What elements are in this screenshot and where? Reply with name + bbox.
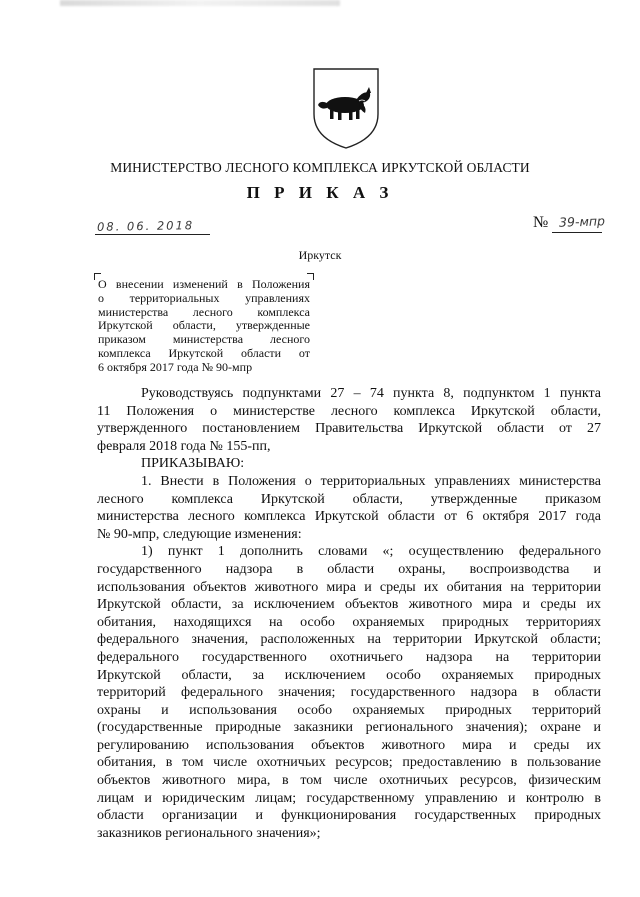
- body-line: министерства лесного комплекса Иркутской области от 6 октября 2017 года: [97, 509, 601, 525]
- body-line: регулированию использования объектов животного мира и среды их: [97, 737, 601, 753]
- body-line: государственного надзора в области охраны, воспроизводства и: [97, 561, 601, 577]
- body-line: Руководствуясь подпунктами 27 – 74 пункта 8, подпунктом 1 пункта: [141, 386, 601, 401]
- body-line: утвержденного постановлением Правительства Иркутской области от 27: [97, 421, 601, 437]
- body-line: (государственные природные заказники регионального значения); охране и: [97, 720, 601, 736]
- subject-line: комплекса Иркутской области от: [98, 345, 310, 360]
- body-line: № 90-мпр, следующие изменения:: [97, 526, 302, 542]
- order-subject: [98, 278, 310, 375]
- body-line: обитания, в том числе охотничьих ресурсов; предоставлению в пользование: [97, 755, 601, 771]
- subject-line: приказом министерства лесного: [98, 332, 310, 347]
- body-line: использования объектов животного мира и среды их обитания на территории: [97, 579, 601, 595]
- number-underline: [552, 232, 602, 233]
- document-type-title: П Р И К А З: [246, 183, 394, 202]
- body-line: лесного комплекса Иркутской области, утвержденные приказом: [97, 491, 601, 507]
- city-name: Иркутск: [298, 248, 342, 262]
- order-body: [97, 385, 601, 842]
- body-line: федерального государственного охотничьего надзора на территории: [97, 649, 601, 665]
- coat-of-arms-emblem: [311, 66, 381, 150]
- ministry-name: МИНИСТЕРСТВО ЛЕСНОГО КОМПЛЕКСА ИРКУТСКОЙ ОБЛАСТИ: [110, 160, 530, 175]
- subject-line: 6 октября 2017 года № 90-мпр: [98, 359, 253, 374]
- body-line: 1. Внести в Положения о территориальных управлениях министерства: [141, 473, 601, 489]
- body-line: территорий федерального значения; государственного надзора в области: [97, 685, 601, 701]
- body-line: Иркутской области, за исключением особо охраняемых природных: [97, 667, 601, 683]
- subject-line: о территориальных управлениях: [98, 290, 310, 305]
- subject-line: Иркутской области, утвержденные: [98, 318, 310, 333]
- body-line: 11 Положения о министерстве лесного комплекса Иркутской области,: [97, 403, 601, 419]
- body-line: февраля 2018 года № 155-пп,: [97, 438, 271, 454]
- subject-line: О внесении изменений в Положения: [98, 277, 310, 291]
- body-line: объектов животного мира, в том числе охотничьих ресурсов, физическим: [97, 773, 601, 789]
- body-line: федерального значения, расположенных на территории Иркутской области;: [97, 632, 601, 648]
- order-number: 39-мпр: [558, 213, 606, 230]
- order-number-label: №: [533, 214, 549, 231]
- date-underline: [95, 234, 210, 235]
- body-line: области организации и функционирования государственных природных: [97, 808, 601, 824]
- order-date: 08. 06. 2018: [96, 218, 195, 234]
- subject-line: министерства лесного комплекса: [98, 304, 310, 319]
- scan-artifact: [60, 0, 340, 6]
- body-line: Иркутской области, за исключением объектов животного мира и среды их: [97, 597, 601, 613]
- body-line: 1) пункт 1 дополнить словами «; осуществлению федерального: [141, 544, 601, 560]
- body-line: обитания, находящихся на особо охраняемых природных территориях: [97, 614, 601, 630]
- body-line: лицам и юридическим лицам; государственному управлению и контролю в: [97, 790, 601, 806]
- body-line: охраны и использования особо охраняемых природных территорий: [97, 702, 601, 718]
- body-line: заказников регионального значения»;: [97, 825, 321, 841]
- order-directive: ПРИКАЗЫВАЮ:: [141, 456, 245, 472]
